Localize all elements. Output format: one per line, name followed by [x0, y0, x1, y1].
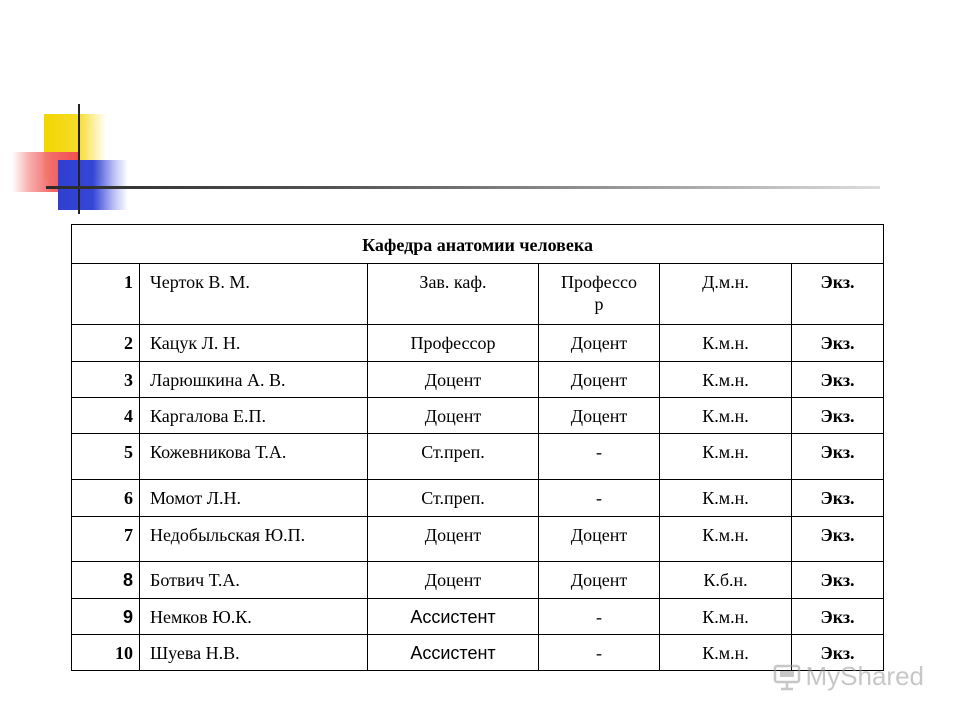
- staff-name: Каргалова Е.П.: [150, 406, 267, 426]
- staff-position: Ассистент: [410, 643, 496, 663]
- row-number: 1: [124, 272, 133, 292]
- row-number: 3: [124, 370, 133, 390]
- table-row: [72, 434, 884, 480]
- staff-title-line1: Профессо: [560, 272, 638, 292]
- staff-degree: К.м.н.: [702, 488, 749, 508]
- table-row: [72, 635, 884, 671]
- staff-position: Профессор: [410, 333, 496, 353]
- staff-position: Доцент: [424, 525, 482, 545]
- staff-table-container: [71, 224, 884, 671]
- staff-name: Ларюшкина А. В.: [150, 370, 286, 390]
- staff-title: -: [596, 643, 602, 663]
- row-number: 8: [122, 570, 133, 590]
- table-row: [72, 480, 884, 517]
- staff-title: -: [596, 607, 602, 627]
- staff-title: Доцент: [570, 525, 628, 545]
- staff-degree: К.м.н.: [702, 406, 749, 426]
- table-row: [72, 562, 884, 599]
- staff-position: Доцент: [424, 406, 482, 426]
- table-row: [72, 325, 884, 362]
- staff-exam: Экз.: [820, 333, 855, 353]
- watermark: [772, 661, 925, 692]
- staff-name: Черток В. М.: [150, 272, 250, 292]
- row-number: 4: [124, 406, 133, 426]
- staff-name: Шуева Н.В.: [150, 643, 240, 663]
- row-number: 7: [124, 525, 133, 545]
- table-row: [72, 398, 884, 434]
- staff-degree: К.м.н.: [702, 370, 749, 390]
- staff-position: Ассистент: [410, 607, 496, 627]
- staff-title: -: [596, 488, 602, 508]
- staff-exam: Экз.: [820, 607, 855, 627]
- staff-degree: К.м.н.: [702, 525, 749, 545]
- staff-position: Доцент: [424, 370, 482, 390]
- table-row: [72, 264, 884, 325]
- table-title: Кафедра анатомии человека: [72, 225, 884, 264]
- staff-exam: Экз.: [820, 643, 855, 663]
- staff-degree: К.м.н.: [702, 442, 749, 462]
- staff-exam: Экз.: [820, 442, 855, 462]
- staff-degree: К.м.н.: [702, 607, 749, 627]
- table-title-row: [72, 225, 884, 264]
- slide-ornament: [0, 0, 960, 220]
- staff-name: Момот Л.Н.: [150, 488, 241, 508]
- staff-position: Ст.преп.: [421, 442, 485, 462]
- row-number: 6: [124, 488, 133, 508]
- staff-exam: Экз.: [820, 570, 855, 590]
- staff-title: Доцент: [570, 406, 628, 426]
- table-row: [72, 517, 884, 562]
- staff-degree: К.м.н.: [702, 333, 749, 353]
- staff-exam: Экз.: [820, 272, 855, 292]
- staff-degree: К.м.н.: [702, 643, 749, 663]
- staff-title: Доцент: [570, 333, 628, 353]
- staff-exam: Экз.: [820, 488, 855, 508]
- staff-position: Зав. каф.: [419, 272, 487, 292]
- staff-title: [539, 264, 660, 325]
- ornament-blue-square: [58, 160, 128, 210]
- staff-table: [71, 224, 884, 671]
- staff-title: -: [596, 442, 602, 462]
- staff-degree: К.б.н.: [703, 570, 748, 590]
- staff-title-line2: р: [594, 294, 604, 314]
- staff-degree: Д.м.н.: [702, 272, 749, 292]
- staff-name: Кацук Л. Н.: [150, 333, 241, 353]
- table-row: [72, 599, 884, 635]
- staff-name: Немков Ю.К.: [150, 607, 252, 627]
- watermark-text: MyShared: [805, 661, 924, 691]
- staff-name: Недобыльская Ю.П.: [150, 525, 306, 545]
- staff-position: Ст.преп.: [421, 488, 485, 508]
- staff-name: Кожевникова Т.А.: [150, 442, 287, 462]
- ornament-vertical-line: [78, 104, 80, 214]
- presentation-icon: [772, 662, 802, 692]
- staff-title: Доцент: [570, 370, 628, 390]
- ornament-horizontal-line: [46, 186, 880, 189]
- row-number: 10: [115, 643, 133, 663]
- table-row: [72, 362, 884, 398]
- row-number: 9: [122, 607, 133, 627]
- staff-title: Доцент: [570, 570, 628, 590]
- staff-name: Ботвич Т.А.: [150, 570, 240, 590]
- staff-exam: Экз.: [820, 406, 855, 426]
- row-number: 2: [124, 333, 133, 353]
- staff-position: Доцент: [424, 570, 482, 590]
- staff-exam: Экз.: [820, 370, 855, 390]
- row-number: 5: [124, 442, 133, 462]
- staff-exam: Экз.: [820, 525, 855, 545]
